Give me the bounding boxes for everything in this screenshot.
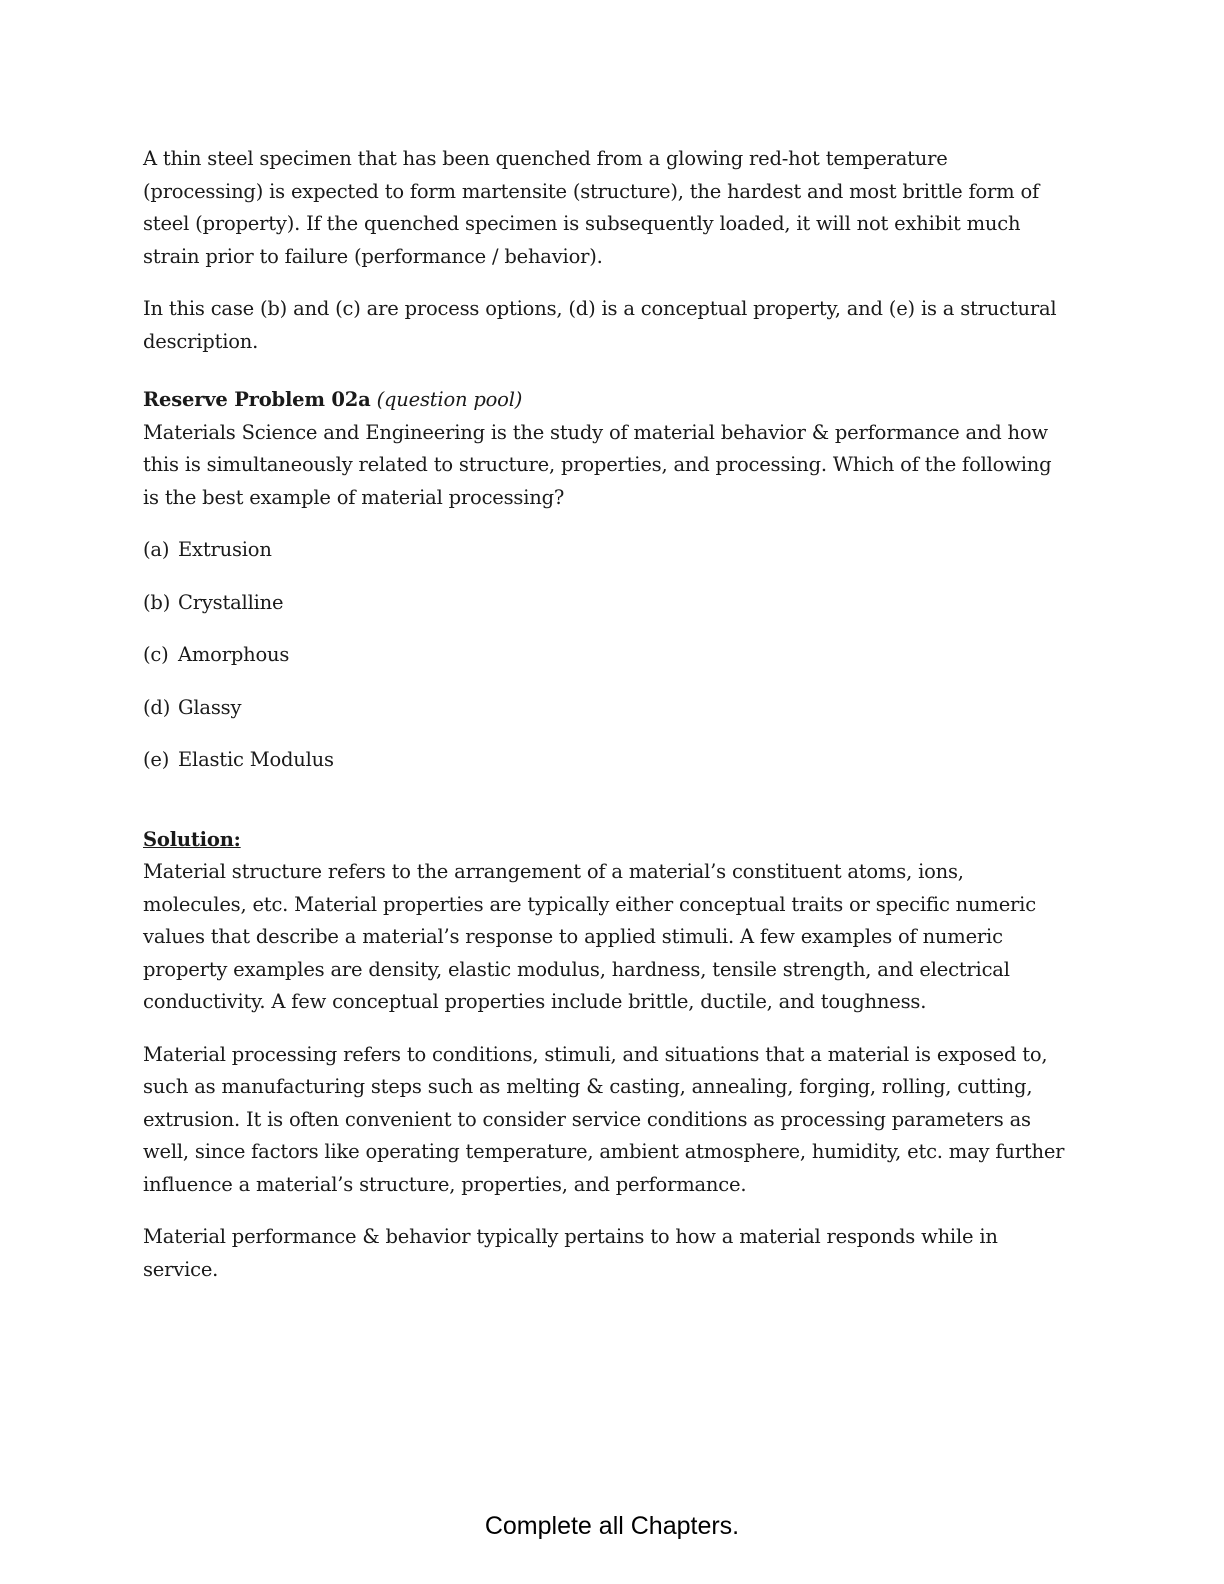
option-letter: (d) [143,695,171,719]
solution-paragraph-2: Material processing refers to conditions, stimuli, and situations that a material is exposed to, such as manufacturing steps such as melting & casting, annealing, forging, rolling, cutting, extrusion. It is often convenient to consider service conditions as processing parameters as well, since factors like operating temperature, ambient atmosphere, humidity, etc. may further influence a material’s structure, properties, and performance. [143,1042,1065,1196]
problem-title: Reserve Problem 02a [143,388,371,411]
problem-heading [143,384,1073,417]
option-text: Elastic Modulus [178,748,334,771]
option-letter: (e) [143,748,170,771]
option-c [143,639,1073,672]
option-text: Glassy [178,695,242,719]
option-letter: (b) [143,590,171,614]
option-a [143,534,1073,567]
solution-paragraph-1: Material structure refers to the arrangement of a material’s constituent atoms, ions, molecules, etc. Material properties are typically either conceptual traits or specific numeric values that describe a material’s response to applied stimuli. A few examples of numeric property examples are density, elastic modulus, hardness, tensile strength, and electrical conductivity. A few conceptual properties include brittle, ductile, and toughness. [143,860,1036,1013]
footer-banner: Complete all Chapters. [484,1512,740,1540]
option-d [143,692,1073,725]
answer-options [143,534,1073,777]
problem-source: (question pool) [376,388,523,411]
option-text: Extrusion [178,538,272,561]
document-body [143,143,1073,1306]
option-letter: (a) [143,538,170,561]
option-letter: (c) [143,643,169,666]
problem-question: Materials Science and Engineering is the study of material behavior & performance and how this is simultaneously related to structure, properties, and processing. Which of the following is the best example of material processing? [143,420,1052,509]
option-text: Amorphous [178,643,290,666]
option-b [143,587,1073,620]
solution-heading: Solution: [143,827,241,851]
intro-paragraph-1: A thin steel specimen that has been quenched from a glowing red-hot temperature (processing) is expected to form martensite (structure), the hardest and most brittle form of steel (property). If the quenched specimen is subsequently loaded, it will not exhibit much strain prior to failure (performance / behavior). [143,147,1039,268]
option-text: Crystalline [178,590,284,614]
solution-paragraph-3: Material performance & behavior typically pertains to how a material responds while in service. [143,1225,998,1281]
option-e [143,744,1073,777]
intro-paragraph-2: In this case (b) and (c) are process options, (d) is a conceptual property, and (e) is a structural description. [143,297,1057,353]
